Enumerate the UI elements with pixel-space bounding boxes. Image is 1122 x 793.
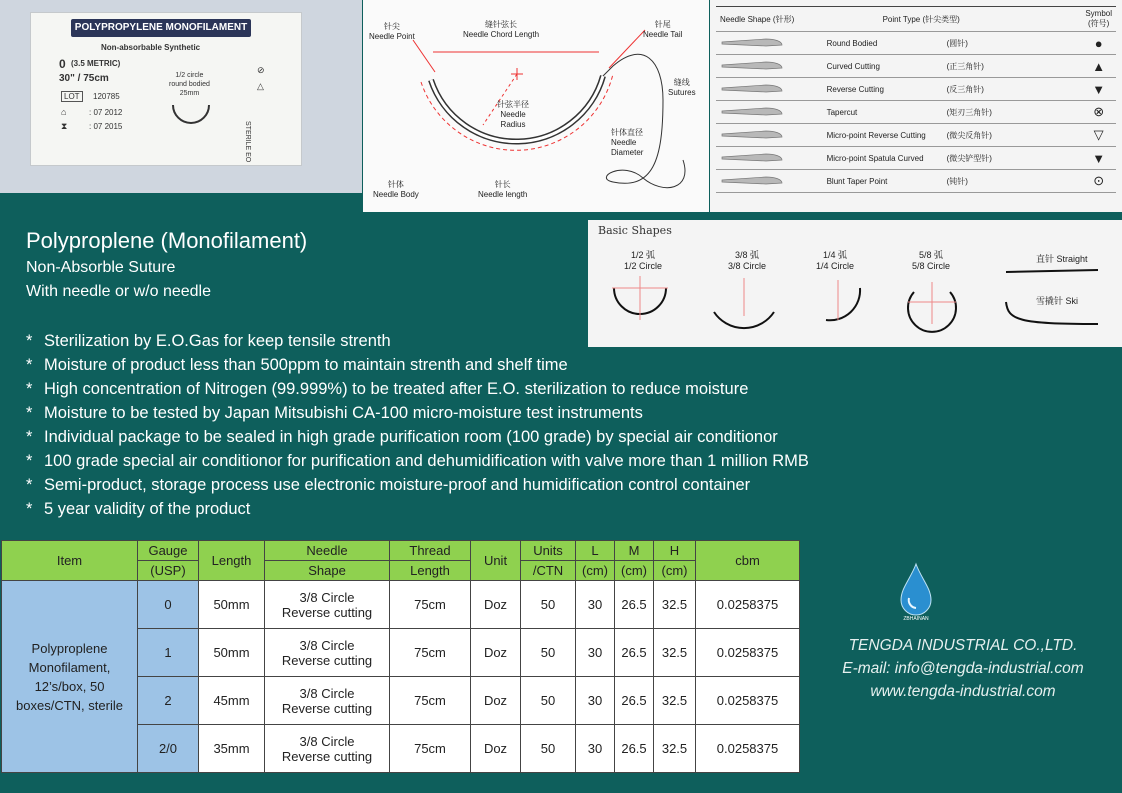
needle-shape-icon <box>716 170 823 193</box>
subtitle-suture: Non-Absorble Suture <box>26 259 176 276</box>
shape-three-eighths-label: 3/8 弧 3/8 Circle <box>728 250 767 271</box>
shape-half-label: 1/2 弧 1/2 Circle <box>624 250 663 271</box>
cell-l: 30 <box>576 677 615 725</box>
no-reuse-icon: ⊘ <box>257 65 265 75</box>
mfg-icon: ⌂ <box>61 107 67 117</box>
spec-table <box>1 540 800 773</box>
package-banner: POLYPROPYLENE MONOFILAMENT <box>71 19 251 37</box>
point-row <box>716 170 1116 193</box>
logo-text: ZBHAINAN <box>903 616 929 622</box>
point-symbol: ⊙ <box>1081 170 1116 193</box>
lot-label: LOT <box>61 91 83 102</box>
header-shape: Needle Shape (针形) <box>716 7 823 32</box>
cell-length: 50mm <box>199 581 265 629</box>
cell-gauge: 0 <box>138 581 199 629</box>
cell-gauge: 1 <box>138 629 199 677</box>
th-needle-shape: Shape <box>265 561 390 581</box>
cell-unit: Doz <box>471 677 521 725</box>
cell-unit: Doz <box>471 581 521 629</box>
th-units: Units <box>521 541 576 561</box>
hourglass-icon: ⧗ <box>61 121 68 131</box>
cell-m: 26.5 <box>615 629 654 677</box>
needle-anatomy-diagram <box>363 0 709 212</box>
needle-length-label: 针长 Needle length <box>478 180 528 199</box>
point-symbol: ● <box>1081 32 1116 55</box>
lot-number: 120785 <box>93 92 120 101</box>
point-symbol: ▼ <box>1081 78 1116 101</box>
sterile-label: STERILE EO <box>244 121 251 163</box>
point-type: Blunt Taper Point (钝针) <box>823 170 1082 193</box>
point-symbol: ⊗ <box>1081 101 1116 124</box>
point-type: Round Bodied (圆针) <box>823 32 1082 55</box>
cell-m: 26.5 <box>615 725 654 773</box>
cell-cbm: 0.0258375 <box>696 581 800 629</box>
th-h: H <box>654 541 696 561</box>
cell-shape: 3/8 Circle Reverse cutting <box>265 725 390 773</box>
cell-h: 32.5 <box>654 677 696 725</box>
point-symbol: ▽ <box>1081 124 1116 147</box>
cell-l: 30 <box>576 725 615 773</box>
cell-h: 32.5 <box>654 725 696 773</box>
header-symbol: Symbol (符号) <box>1081 7 1116 32</box>
needle-shape-icon <box>716 147 823 170</box>
point-row <box>716 55 1116 78</box>
cell-units: 50 <box>521 677 576 725</box>
package-length: 30" / 75cm <box>59 73 109 84</box>
tail-label: 针尾 Needle Tail <box>643 20 683 39</box>
mfg-date: : 07 2012 <box>89 108 123 117</box>
needle-shape-icon <box>716 32 823 55</box>
cell-m: 26.5 <box>615 581 654 629</box>
package-needle: 1/2 circle round bodied 25mm <box>169 72 210 97</box>
cell-thread: 75cm <box>390 581 471 629</box>
cell-l: 30 <box>576 581 615 629</box>
th-thread-length: Length <box>390 561 471 581</box>
th-gauge-unit: (USP) <box>138 561 199 581</box>
feature-item: * Semi-product, storage process use electronic moisture-proof and humidification control container <box>26 476 751 494</box>
cell-units: 50 <box>521 581 576 629</box>
cell-shape: 3/8 Circle Reverse cutting <box>265 581 390 629</box>
warning-icon: △ <box>257 81 264 91</box>
point-type: Micro-point Reverse Cutting (微尖反角针) <box>823 124 1082 147</box>
cell-h: 32.5 <box>654 629 696 677</box>
exp-date: : 07 2015 <box>89 122 123 131</box>
needle-curve-icon <box>169 101 213 127</box>
cell-h: 32.5 <box>654 581 696 629</box>
cell-cbm: 0.0258375 <box>696 725 800 773</box>
sutures-label: 缝线 Sutures <box>668 78 696 97</box>
th-m-unit: (cm) <box>615 561 654 581</box>
point-row <box>716 101 1116 124</box>
feature-item: * Individual package to be sealed in high grade purification room (100 grade) by special air conditionor <box>26 428 778 446</box>
item-description: Polyproplene Monofilament, 12’s/box, 50 boxes/CTN, sterile <box>2 581 138 773</box>
th-l-unit: (cm) <box>576 561 615 581</box>
th-item: Item <box>2 541 138 581</box>
point-type: Tapercut (矩刃三角针) <box>823 101 1082 124</box>
th-units-ctn: /CTN <box>521 561 576 581</box>
point-symbol: ▼ <box>1081 147 1116 170</box>
needle-point-label: 针尖 Needle Point <box>369 22 415 41</box>
cell-cbm: 0.0258375 <box>696 629 800 677</box>
cell-unit: Doz <box>471 629 521 677</box>
feature-item: * High concentration of Nitrogen (99.999%) to be treated after E.O. sterilization to reduce moisture <box>26 380 749 398</box>
basic-shapes-panel <box>588 220 1122 347</box>
point-row <box>716 78 1116 101</box>
point-row <box>716 124 1116 147</box>
th-needle: Needle <box>265 541 390 561</box>
company-email[interactable]: E-mail: info@tengda-industrial.com <box>842 660 1084 677</box>
product-photo <box>0 0 362 193</box>
th-thread: Thread <box>390 541 471 561</box>
cell-m: 26.5 <box>615 677 654 725</box>
package-type: Non-absorbable Synthetic <box>101 43 201 52</box>
cell-thread: 75cm <box>390 677 471 725</box>
th-cbm: cbm <box>696 541 800 581</box>
th-gauge: Gauge <box>138 541 199 561</box>
cell-units: 50 <box>521 725 576 773</box>
needle-shape-icon <box>716 124 823 147</box>
body-label: 针体 Needle Body <box>373 180 419 199</box>
point-type: Micro-point Spatula Curved (微尖铲型针) <box>823 147 1082 170</box>
feature-item: * Moisture of product less than 500ppm to maintain strenth and shelf time <box>26 356 568 374</box>
cell-length: 35mm <box>199 725 265 773</box>
shape-five-eighths-label: 5/8 弧 5/8 Circle <box>912 250 951 271</box>
cell-gauge: 2 <box>138 677 199 725</box>
th-l: L <box>576 541 615 561</box>
feature-item: * 5 year validity of the product <box>26 500 251 518</box>
feature-list <box>26 329 809 521</box>
th-m: M <box>615 541 654 561</box>
page-title: Polyproplene (Monofilament) <box>26 228 308 253</box>
point-row <box>716 147 1116 170</box>
cell-unit: Doz <box>471 725 521 773</box>
point-type: Curved Cutting (正三角针) <box>823 55 1082 78</box>
th-unit: Unit <box>471 541 521 581</box>
package-metric: (3.5 METRIC) <box>71 59 121 68</box>
radius-label: 针弦半径 Needle Radius <box>497 100 529 129</box>
point-symbol: ▲ <box>1081 55 1116 78</box>
feature-item: * Moisture to be tested by Japan Mitsubishi CA-100 micro-moisture test instruments <box>26 404 643 422</box>
company-website[interactable]: www.tengda-industrial.com <box>870 683 1056 700</box>
shape-drawings <box>588 220 1122 347</box>
cell-shape: 3/8 Circle Reverse cutting <box>265 677 390 725</box>
cell-thread: 75cm <box>390 629 471 677</box>
company-name: TENGDA INDUSTRIAL CO.,LTD. <box>848 637 1078 654</box>
needle-shape-icon <box>716 55 823 78</box>
cell-units: 50 <box>521 629 576 677</box>
cell-l: 30 <box>576 629 615 677</box>
company-logo <box>897 562 935 624</box>
chord-label: 缝针弦长 Needle Chord Length <box>463 20 540 39</box>
cell-cbm: 0.0258375 <box>696 677 800 725</box>
cell-length: 45mm <box>199 677 265 725</box>
cell-length: 50mm <box>199 629 265 677</box>
needle-shape-icon <box>716 78 823 101</box>
subtitle-needle: With needle or w/o needle <box>26 283 211 300</box>
needle-shape-icon <box>716 101 823 124</box>
feature-item: * Sterilization by E.O.Gas for keep tensile strenth <box>26 332 391 350</box>
suture-package <box>30 12 302 166</box>
cell-gauge: 2/0 <box>138 725 199 773</box>
ski-label: 雪撬针 Ski <box>1036 296 1079 306</box>
header-point: Point Type (针尖类型) <box>823 7 1082 32</box>
straight-label: 直针 Straight <box>1036 254 1088 264</box>
table-row <box>2 581 800 629</box>
feature-item: * 100 grade special air conditionor for purification and dehumidification with valve more than 1 million RMB <box>26 452 809 470</box>
point-type: Reverse Cutting (反三角针) <box>823 78 1082 101</box>
cell-thread: 75cm <box>390 725 471 773</box>
package-size: 0 <box>59 57 66 71</box>
point-type-table <box>710 0 1122 212</box>
cell-shape: 3/8 Circle Reverse cutting <box>265 629 390 677</box>
shape-quarter-label: 1/4 弧 1/4 Circle <box>816 250 855 271</box>
diameter-label: 针体直径 Needle Diameter <box>611 128 644 157</box>
th-h-unit: (cm) <box>654 561 696 581</box>
th-length: Length <box>199 541 265 581</box>
point-row <box>716 32 1116 55</box>
shapes-title: Basic Shapes <box>598 224 672 237</box>
